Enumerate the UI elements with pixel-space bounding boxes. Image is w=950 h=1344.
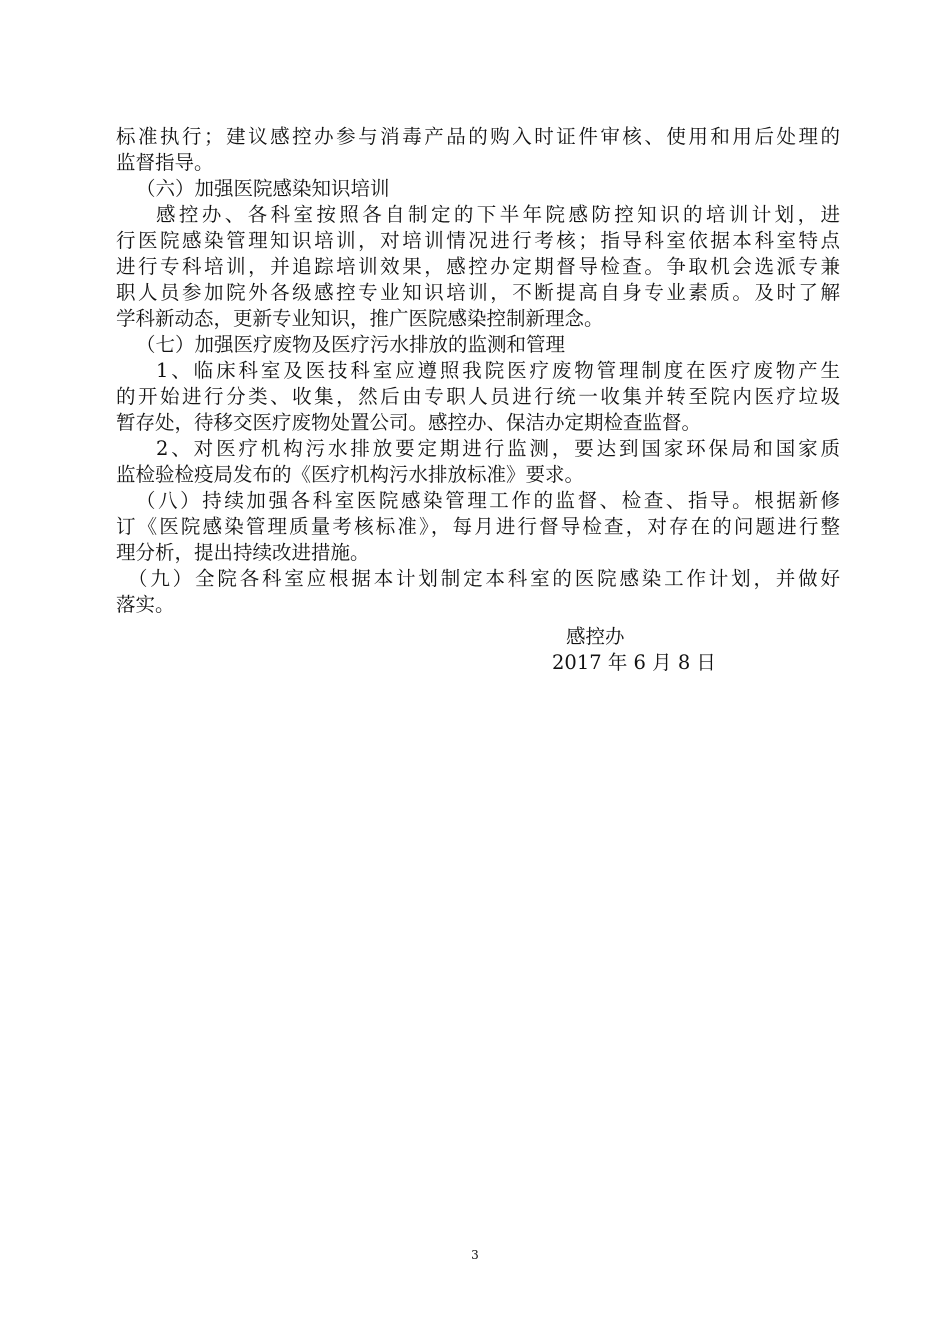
text-line: 订《医院感染管理质量考核标准》，每月进行督导检查，对存在的问题进行整 (116, 515, 840, 538)
text-line: 的开始进行分类、收集，然后由专职人员进行统一收集并转至院内医疗垃圾 (116, 385, 840, 408)
section-heading-9: （九）全院各科室应根据本计划制定本科室的医院感染工作计划，并做好 (128, 567, 840, 590)
section-heading-7: （七）加强医疗废物及医疗污水排放的监测和管理 (136, 333, 566, 356)
signature-date: 2017 年 6 月 8 日 (552, 651, 716, 674)
text-line: 理分析，提出持续改进措施。 (116, 541, 370, 564)
text-line: 2、对医疗机构污水排放要定期进行监测，要达到国家环保局和国家质 (156, 437, 840, 460)
text-line: 学科新动态，更新专业知识，推广医院感染控制新理念。 (116, 307, 604, 330)
text-line: 落实。 (116, 593, 175, 616)
section-heading-6: （六）加强医院感染知识培训 (136, 177, 390, 200)
section-heading-8: （八）持续加强各科室医院感染管理工作的监督、检查、指导。根据新修 (136, 489, 840, 512)
text-line: 暂存处，待移交医疗废物处置公司。感控办、保洁办定期检查监督。 (116, 411, 702, 434)
text-line: 监督指导。 (116, 151, 214, 174)
page-number: 3 (471, 1248, 479, 1262)
text-line: 1、临床科室及医技科室应遵照我院医疗废物管理制度在医疗废物产生 (156, 359, 840, 382)
signature-department: 感控办 (566, 625, 625, 648)
text-line: 职人员参加院外各级感控专业知识培训，不断提高自身专业素质。及时了解 (116, 281, 840, 304)
text-line: 感控办、各科室按照各自制定的下半年院感防控知识的培训计划，进 (156, 203, 840, 226)
text-line: 进行专科培训，并追踪培训效果，感控办定期督导检查。争取机会选派专兼 (116, 255, 840, 278)
text-line: 标准执行；建议感控办参与消毒产品的购入时证件审核、使用和用后处理的 (116, 125, 840, 148)
text-line: 行医院感染管理知识培训，对培训情况进行考核；指导科室依据本科室特点 (116, 229, 840, 252)
text-line: 监检验检疫局发布的《医疗机构污水排放标准》要求。 (116, 463, 585, 486)
